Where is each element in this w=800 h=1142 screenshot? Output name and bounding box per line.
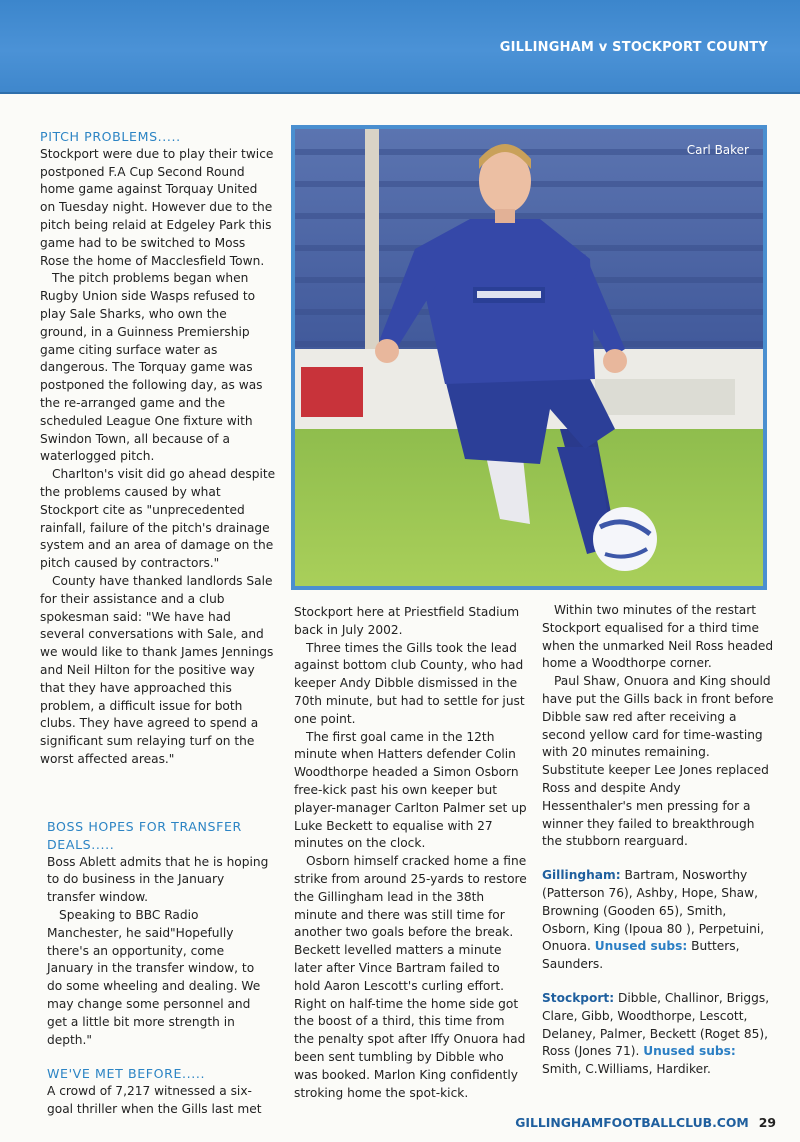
heading-pitch-problems: PITCH PROBLEMS..... [40, 129, 181, 144]
paragraph: Osborn himself cracked home a fine strike from around 25-yards to restore the Gillingham lead in the 38th minute and there was still time for another two goals before the break. Beckett levelled matters a minute later after Vince Bartram failed to hold Aaron Lescott's curling effort. Right on half-time the home side got the boost of a third, this time from the penalty spot after Iffy Onuora had been sent tumbling by Dibble who was booked. Marlon King confidently stroking home the spot-kick. [294, 854, 527, 1100]
subs-players: Butters, Saunders. [542, 939, 740, 972]
header-band [0, 0, 800, 94]
lineup-stockport [542, 990, 774, 1079]
paragraph: Stockport here at Priestfield Stadium back in July 2002. [294, 605, 520, 637]
paragraph: Three times the Gills took the lead against bottom club County, who had keeper Andy Dibble dismissed in the 70th minute, but had to settle for just one point. [294, 640, 525, 726]
footer [515, 1115, 776, 1130]
heading-boss-hopes: BOSS HOPES FOR TRANSFER DEALS..... [47, 819, 242, 852]
paragraph: County have thanked landlords Sale for their assistance and a club spokesman said: "We have had several conversations with Sale, and we would like to thank James Jennings and Neil Hilton for the positive way that they have approached this problem, a difficult issue for both clubs. They have agreed to spend a significant sum relaying turf on the worst affected areas." [40, 573, 274, 766]
paragraph: Boss Ablett admits that he is hoping to do business in the January transfer window. [47, 854, 269, 905]
player-illustration [295, 129, 763, 586]
footer-site[interactable]: GILLINGHAMFOOTBALLCLUB.COM [515, 1115, 749, 1130]
match-title: GILLINGHAM v STOCKPORT COUNTY [499, 40, 768, 55]
subs-label: Unused subs: [594, 939, 688, 954]
column-middle [294, 604, 528, 1102]
subs-label: Unused subs: [643, 1044, 736, 1059]
paragraph: Within two minutes of the restart Stockport equalised for a third time when the unmarked Neil Ross headed home a Woodthorpe corner. [542, 603, 774, 671]
paragraph: The first goal came in the 12th minute when Hatters defender Colin Woodthorpe headed a Simon Osborn free-kick past his own keeper but player-manager Carlton Palmer set up Luke Beckett to equalise with 27 minutes on the clock. [294, 729, 527, 851]
lineup-gillingham [542, 867, 774, 974]
column-left-top [40, 128, 276, 769]
paragraph: Charlton's visit did go ahead despite the problems caused by what Stockport cite as "unprecedented rainfall, failure of the pitch's drainage system and an area of damage on the pitch caused by contractors." [40, 467, 276, 571]
paragraph: Stockport were due to play their twice postponed F.A Cup Second Round home game against Torquay United on Tuesday night. However due to the pitch being relaid at Edgeley Park this game had to be switched to Moss Rose the home of Macclesfield Town. [40, 146, 274, 268]
team-label: Gillingham: [542, 868, 621, 883]
paragraph: The pitch problems began when Rugby Union side Wasps refused to play Sale Sharks, who own the ground, in a Guinness Premiership game citing surface water as dangerous. The Torquay game was postponed the following day, as was the re-arranged game and the scheduled League One fixture with Swindon Town, all because of a waterlogged pitch. [40, 271, 263, 464]
player-photo [291, 125, 767, 590]
page-number: 29 [758, 1115, 776, 1130]
heading-met-before: WE'VE MET BEFORE..... [47, 1066, 206, 1082]
team-label: Stockport: [542, 990, 615, 1005]
photo-credit: Carl Baker [686, 143, 749, 157]
team-players: Bartram, Nosworthy (Patterson 76), Ashby, Hope, Shaw, Browning (Gooden 65), Smith, Osborn, King (Ipoua 80 ), Perpetuini, Onuora. [542, 868, 765, 954]
paragraph: Paul Shaw, Onuora and King should have put the Gills back in front before Dibble saw red after receiving a second yellow card for time-wasting with 20 minutes remaining. Substitute keeper Lee Jones replaced Ross and despite Andy Hessenthaler's men pressing for a winner they failed to breakthrough the stubborn rearguard. [542, 674, 774, 849]
paragraph: A crowd of 7,217 witnessed a six-goal thriller when the Gills last met [47, 1084, 262, 1116]
paragraph: Speaking to BBC Radio Manchester, he said"Hopefully there's an opportunity, come January in the transfer window, to do some wheeling and dealing. We may change some personnel and get a little bit more strength in depth." [47, 907, 261, 1047]
column-left-bottom [47, 818, 273, 1119]
subs-players: Smith, C.Williams, Hardiker. [542, 1062, 711, 1077]
team-players: Dibble, Challinor, Briggs, Clare, Gibb, Woodthorpe, Lescott, Delaney, Palmer, Beckett (Roget 85), Ross (Jones 71). [542, 990, 770, 1059]
column-right [542, 602, 774, 1079]
